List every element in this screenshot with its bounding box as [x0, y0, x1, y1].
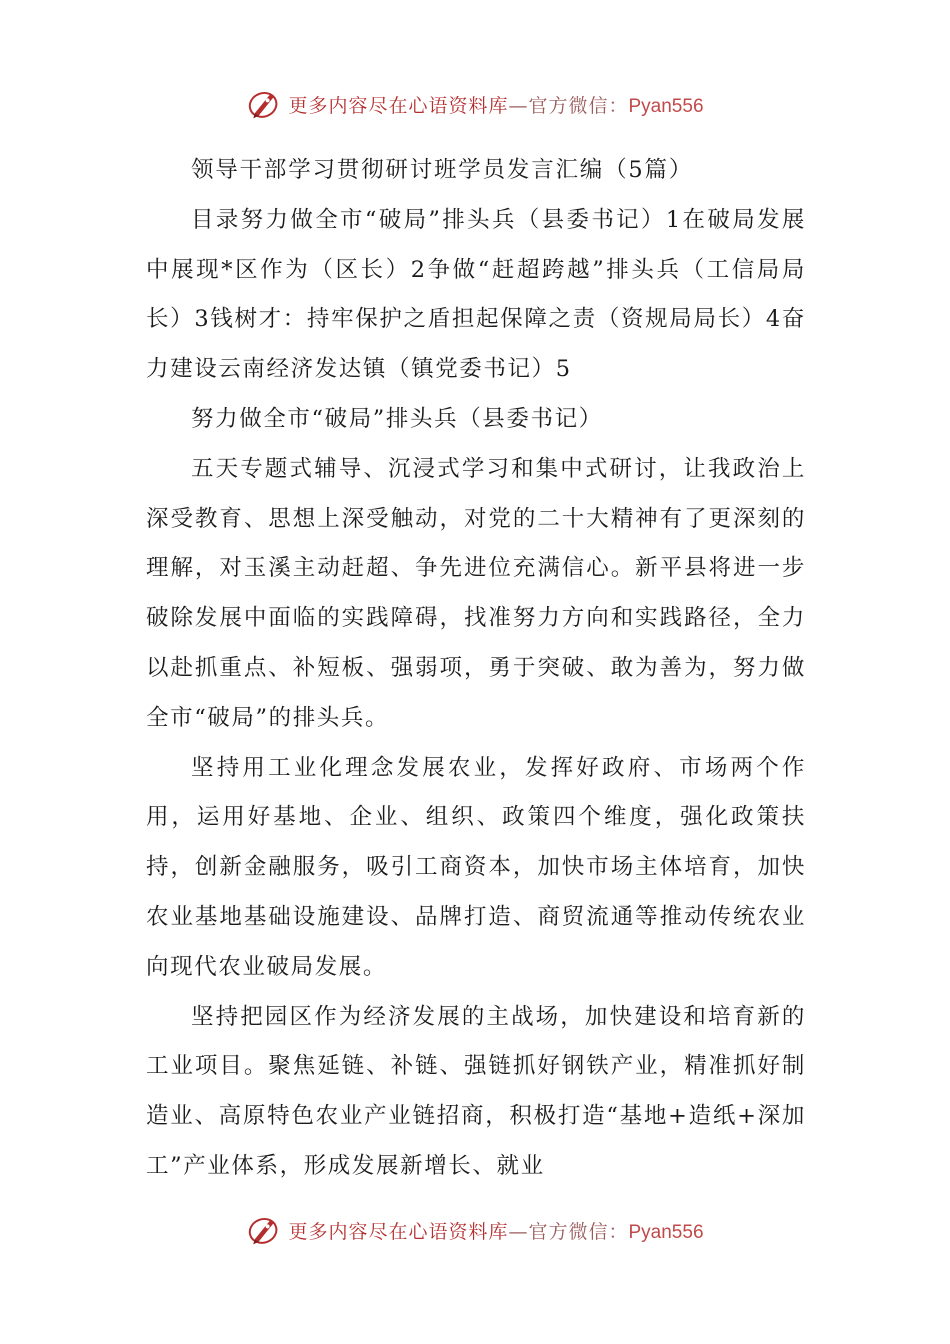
body-paragraph: 坚持用工业化理念发展农业，发挥好政府、市场两个作用，运用好基地、企业、组织、政策四个维度，强化政策扶持，创新金融服务，吸引工商资本，加快市场主体培育，加快农业基地基础设施建设、品牌打造、商贸流通等推动传统农业向现代农业破局发展。 — [146, 754, 806, 980]
table-of-contents: 目录努力做全市“破局”排头兵（县委书记）1在破局发展中展现*区作为（区长）2争做“赶超跨越”排头兵（工信局局长）3钱树才：持牢保护之盾担起保障之责（资规局局长）4奋力建设云南经济发达镇（镇党委书记）5 — [146, 206, 806, 383]
watermark-main-text: 更多内容尽在心语资料库 — [288, 94, 509, 117]
pen-logo-icon — [246, 1212, 282, 1248]
watermark-text — [288, 91, 703, 118]
document-body — [146, 146, 806, 1192]
section-heading: 努力做全市“破局”排头兵（县委书记） — [191, 405, 603, 432]
watermark-dash: — — [508, 1220, 529, 1243]
watermark-label: 官方微信： — [528, 1220, 629, 1243]
body-paragraph: 坚持把园区作为经济发展的主战场，加快建设和培育新的工业项目。聚焦延链、补链、强链抓好钢铁产业，精准抓好制造业、高原特色农业产业链招商，积极打造“基地+造纸+深加工”产业体系，形成发展新增长、就业 — [146, 1003, 806, 1179]
watermark-content — [246, 86, 703, 122]
document-title: 领导干部学习贯彻研讨班学员发言汇编（5篇） — [191, 157, 694, 183]
watermark-banner-top — [0, 82, 950, 126]
watermark-banner-bottom — [0, 1208, 950, 1252]
watermark-text — [288, 1217, 703, 1244]
watermark-code: Pyan556 — [628, 95, 704, 117]
watermark-main-text: 更多内容尽在心语资料库 — [288, 1220, 509, 1243]
watermark-code: Pyan556 — [628, 1221, 704, 1243]
watermark-dash: — — [508, 94, 529, 117]
watermark-content — [246, 1212, 703, 1248]
body-paragraph: 五天专题式辅导、沉浸式学习和集中式研讨，让我政治上深受教育、思想上深受触动，对党的二十大精神有了更深刻的理解，对玉溪主动赶超、争先进位充满信心。新平县将进一步破除发展中面临的实践障碍，找准努力方向和实践路径，全力以赴抓重点、补短板、强弱项，勇于突破、敢为善为，努力做全市“破局”的排头兵。 — [146, 455, 806, 731]
watermark-label: 官方微信： — [528, 94, 629, 117]
pen-logo-icon — [246, 86, 282, 122]
